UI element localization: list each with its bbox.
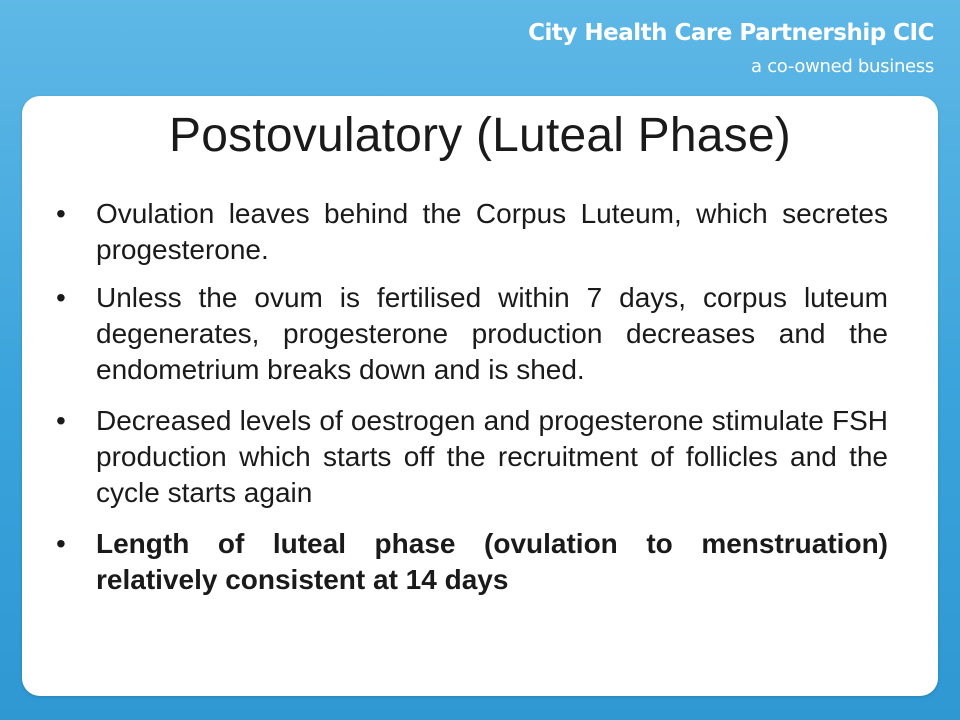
bullet-glyph: • <box>56 528 66 559</box>
bullet-item <box>56 280 888 388</box>
bullet-item <box>56 403 888 511</box>
brand-block <box>528 16 934 76</box>
bullet-text: Ovulation leaves behind the Corpus Luteum, which secretes progesterone. <box>96 198 888 265</box>
bullet-text: Unless the ovum is fertilised within 7 days, corpus luteum degenerates, progesterone production decreases and the endometrium breaks down and is shed. <box>96 282 888 385</box>
bullet-glyph: • <box>56 198 66 229</box>
bullet-list <box>56 196 888 610</box>
bullet-glyph: • <box>56 282 66 313</box>
slide-title: Postovulatory (Luteal Phase) <box>169 109 791 162</box>
bullet-text: Decreased levels of oestrogen and progesterone stimulate FSH production which starts off the recruitment of follicles and the cycle starts again <box>96 405 888 508</box>
organization-name: City Health Care Partnership CIC <box>528 20 934 46</box>
bullet-text: Length of luteal phase (ovulation to menstruation) relatively consistent at 14 days <box>96 528 888 595</box>
bullet-item-emphasis <box>56 526 888 598</box>
organization-tagline: a co-owned business <box>751 56 934 77</box>
bullet-item <box>56 196 888 268</box>
bullet-glyph: • <box>56 405 66 436</box>
